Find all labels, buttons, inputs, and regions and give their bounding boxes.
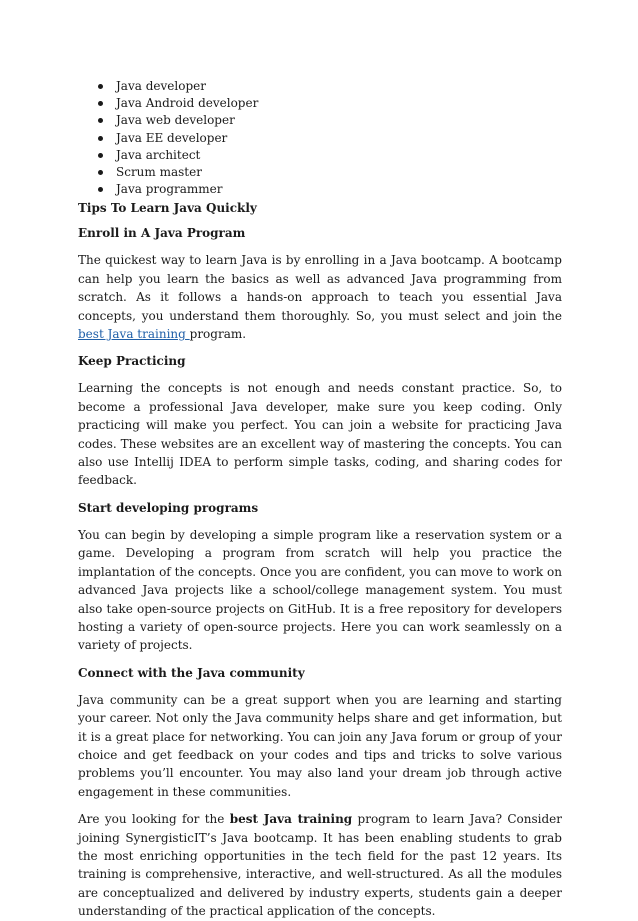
bullet-icon	[98, 153, 103, 158]
paragraph-enroll	[78, 251, 562, 343]
paragraph-keep-practicing: Learning the concepts is not enough and needs constant practice. So, to become a professional Java developer, make sure you keep coding. Only practicing will make you perfect. You can join a website for practicing Java codes. These websites are an excellent way of mastering the concepts. You can also use Intellij IDEA to perform simple tasks, coding, and sharing codes for feedback.	[78, 381, 562, 488]
list-item	[98, 181, 562, 198]
list-item	[98, 164, 562, 181]
heading-keep-practicing: Keep Practicing	[78, 354, 186, 369]
paragraph-closing-text: Are you looking for the	[78, 812, 230, 827]
bullet-icon	[98, 187, 103, 192]
career-role-list	[78, 78, 562, 198]
list-item	[98, 95, 562, 112]
list-item	[98, 147, 562, 164]
bullet-icon	[98, 136, 103, 141]
heading-start-developing: Start developing programs	[78, 500, 259, 515]
list-item-text: Java programmer	[116, 182, 223, 197]
list-item-text: Java EE developer	[116, 130, 228, 145]
list-item-text: Scrum master	[116, 165, 202, 180]
paragraph-closing	[78, 810, 562, 920]
bullet-icon	[98, 118, 103, 123]
heading-enroll: Enroll in A Java Program	[78, 226, 246, 241]
paragraph-closing-end: program to learn Java? Consider joining SynergisticIT’s Java bootcamp. It has been enabling students to grab the most enriching opportunities in the tech field for the past 12 years. Its training is comprehensive, interactive, and well-structured. As all the modules are conceptualized and delivered by industry experts, students gain a deeper understanding of the practical application of the concepts.	[78, 812, 562, 919]
paragraph-enroll-end: program.	[189, 327, 247, 342]
heading-tips: Tips To Learn Java Quickly	[78, 201, 257, 216]
paragraph-start-developing: You can begin by developing a simple program like a reservation system or a game. Developing a program from scratch will help you practice the implantation of the concepts. Once you are confident, you can move to work on advanced Java projects like a school/college management system. You must also take open-source projects on GitHub. It is a free repository for developers hosting a variety of open-source projects. Here you can work seamlessly on a variety of projects.	[78, 527, 562, 653]
paragraph-connect-community: Java community can be a great support when you are learning and starting your career. Not only the Java community helps share and get information, but it is a great place for networking. You can join any Java forum or group of your choice and get feedback on your codes and tips and tricks to solve various problems you’ll encounter. You may also land your dream job through active engagement in these communities.	[78, 692, 562, 799]
paragraph-closing-bold: best Java training	[229, 812, 353, 827]
paragraph-enroll-text: The quickest way to learn Java is by enrolling in a Java bootcamp. A bootcamp can help you learn the basics as well as advanced Java programming from scratch. As it follows a hands-on approach to teach you essential Java concepts, you understand them thoroughly. So, you must select and join the	[78, 253, 562, 323]
list-item	[98, 112, 562, 129]
list-item-text: Java developer	[116, 79, 206, 93]
list-item-text: Java Android developer	[116, 96, 259, 111]
list-item-text: Java web developer	[116, 113, 235, 128]
bullet-icon	[98, 84, 103, 89]
bullet-icon	[98, 101, 103, 106]
list-item-text: Java architect	[116, 147, 201, 162]
document-page	[78, 78, 562, 921]
list-item	[98, 130, 562, 147]
list-item	[98, 78, 562, 95]
heading-connect-community: Connect with the Java community	[78, 665, 305, 680]
bullet-icon	[98, 170, 103, 175]
best-java-training-link[interactable]: best Java training	[78, 327, 190, 342]
